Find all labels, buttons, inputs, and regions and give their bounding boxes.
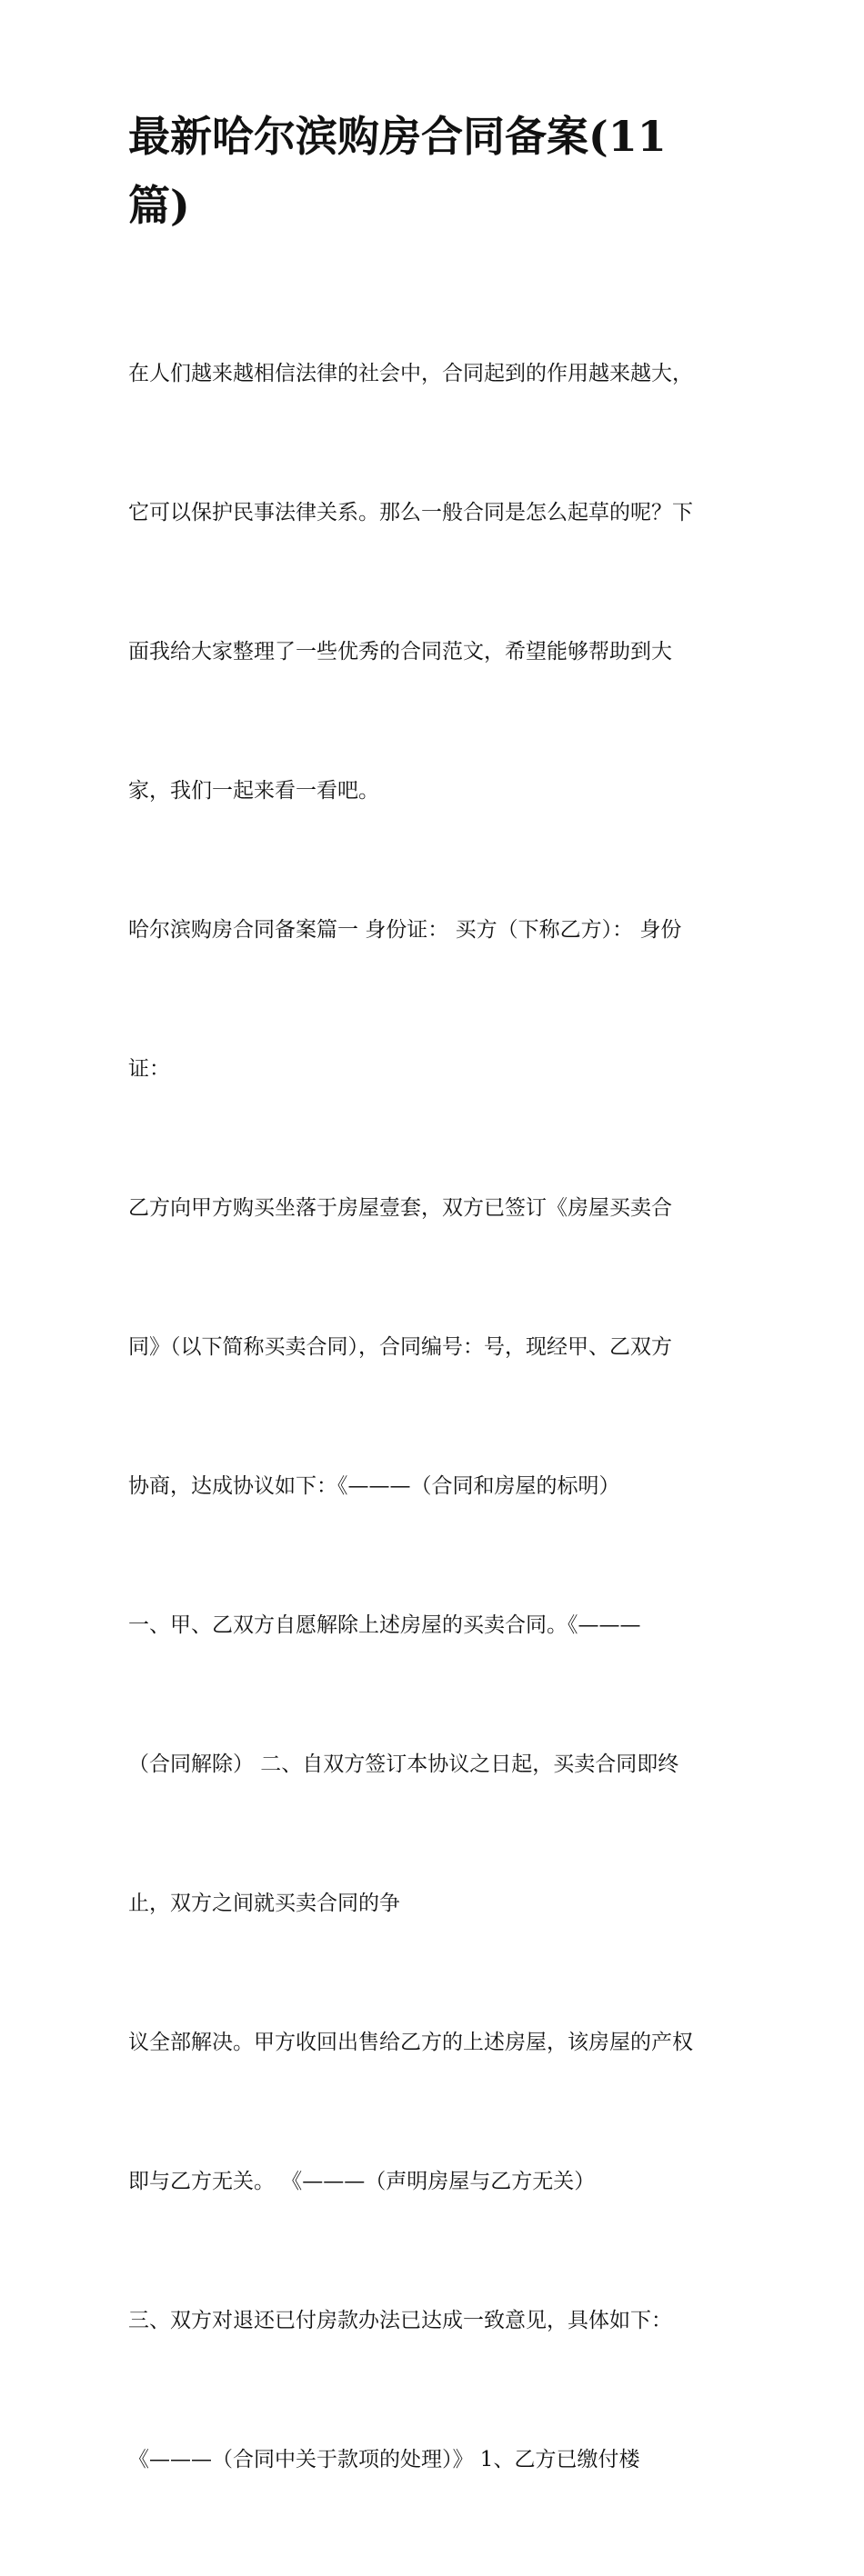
document-body (128, 258, 747, 2576)
body-line: 乙方向甲方购买坐落于房屋壹套，双方已签订《房屋买卖合 (128, 1196, 672, 1220)
document-title (128, 102, 747, 240)
body-line: 议全部解决。甲方收回出售给乙方的上述房屋，该房屋的产权 (128, 2031, 693, 2054)
body-line: 止，双方之间就买卖合同的争 (128, 1892, 400, 1915)
body-line: 在人们越来越相信法律的社会中，合同起到的作用越来越大， (128, 362, 693, 385)
title-line-1: 最新哈尔滨购房合同备案(11 (128, 112, 667, 161)
body-line: 《———（合同中关于款项的处理）》 1、乙方已缴付楼 (128, 2448, 640, 2471)
body-line: 即与乙方无关。 《———（声明房屋与乙方无关） (128, 2170, 596, 2193)
body-line: 它可以保护民事法律关系。那么一般合同是怎么起草的呢？下 (128, 501, 693, 524)
body-line: （合同解除） 二、自双方签订本协议之日起，买卖合同即终 (128, 1752, 679, 1776)
body-line: 三、双方对退还已付房款办法已达成一致意见，具体如下： (128, 2309, 672, 2332)
body-line: 哈尔滨购房合同备案篇一 身份证： 买方（下称乙方）： 身份 (128, 918, 682, 942)
document-page (128, 102, 747, 2576)
body-line: 面我给大家整理了一些优秀的合同范文，希望能够帮助到大 (128, 640, 672, 664)
body-line: 协商，达成协议如下：《———（合同和房屋的标明） (128, 1474, 620, 1498)
body-line: 同》（以下简称买卖合同），合同编号：号，现经甲、乙双方 (128, 1335, 672, 1359)
body-line: 一、甲、乙双方自愿解除上述房屋的买卖合同。《——— (128, 1613, 641, 1637)
title-line-2: 篇) (128, 181, 190, 230)
body-line: 家，我们一起来看一看吧。 (128, 779, 379, 803)
body-line: 证： (128, 1057, 170, 1081)
